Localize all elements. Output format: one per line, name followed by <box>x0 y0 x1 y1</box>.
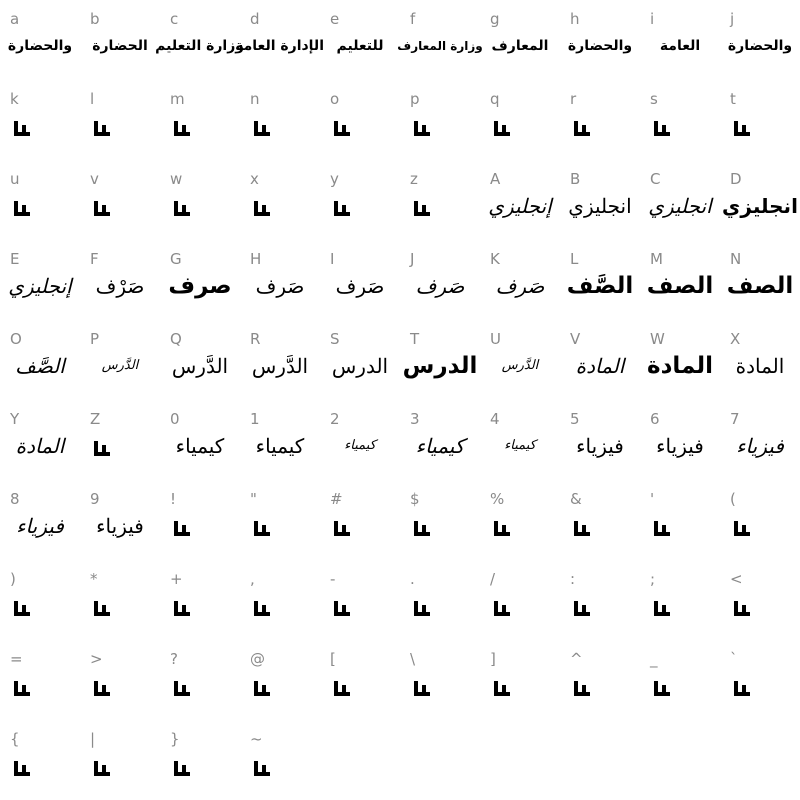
missing-glyph-icon <box>173 679 191 697</box>
glyph-key-label: p <box>410 90 420 108</box>
glyph-cell <box>240 240 320 320</box>
glyph-cell <box>480 560 560 640</box>
glyph-sample: انجليزي <box>568 194 632 218</box>
glyph-key-label: n <box>250 90 260 108</box>
missing-glyph-icon <box>573 119 591 137</box>
glyph-sample: صرف <box>168 273 232 299</box>
missing-glyph-icon <box>253 519 271 537</box>
glyph-sample: كيمياء <box>175 434 225 458</box>
missing-glyph-icon <box>653 679 671 697</box>
glyph-cell <box>560 320 640 400</box>
glyph-key-label: R <box>250 330 261 348</box>
glyph-cell <box>480 0 560 80</box>
glyph-key-label: r <box>570 90 577 108</box>
glyph-cell <box>80 720 160 800</box>
glyph-key-label: ) <box>10 570 16 588</box>
glyph-key-label: i <box>650 10 655 28</box>
missing-glyph-icon <box>653 519 671 537</box>
glyph-key-label: d <box>250 10 260 28</box>
glyph-key-label: . <box>410 570 415 588</box>
glyph-key-label: o <box>330 90 340 108</box>
glyph-key-label: H <box>250 250 262 268</box>
glyph-cell <box>0 160 80 240</box>
glyph-sample: كيمياء <box>344 438 376 453</box>
missing-glyph-icon <box>173 519 191 537</box>
glyph-cell <box>0 240 80 320</box>
glyph-key-label: = <box>10 650 23 668</box>
missing-glyph-icon <box>333 599 351 617</box>
glyph-cell <box>720 640 800 720</box>
glyph-cell <box>320 640 400 720</box>
glyph-key-label: [ <box>330 650 336 668</box>
glyph-cell <box>320 400 400 480</box>
glyph-sample: الصف <box>726 273 794 299</box>
glyph-cell <box>160 640 240 720</box>
glyph-cell <box>640 480 720 560</box>
glyph-cell <box>397 0 483 80</box>
glyph-cell <box>160 80 240 160</box>
glyph-cell <box>480 400 560 480</box>
missing-glyph-icon <box>93 119 111 137</box>
glyph-key-label: B <box>570 170 581 188</box>
glyph-key-label: e <box>330 10 340 28</box>
glyph-key-label: W <box>650 330 665 348</box>
glyph-key-label: P <box>90 330 100 348</box>
missing-glyph-icon <box>93 199 111 217</box>
glyph-key-label: 0 <box>170 410 180 428</box>
glyph-cell <box>400 480 480 560</box>
glyph-key-label: N <box>730 250 742 268</box>
glyph-cell <box>720 400 800 480</box>
glyph-cell <box>160 240 240 320</box>
glyph-key-label: u <box>10 170 20 188</box>
glyph-sample: الصَّف <box>566 273 634 299</box>
glyph-key-label: y <box>330 170 339 188</box>
glyph-key-label: c <box>170 10 179 28</box>
glyph-sample: المادة <box>735 354 785 378</box>
glyph-sample: المادة <box>15 434 65 458</box>
missing-glyph-icon <box>493 599 511 617</box>
glyph-cell <box>240 720 320 800</box>
glyph-key-label: x <box>250 170 259 188</box>
glyph-sample: كيمياء <box>415 434 465 458</box>
glyph-sample: وزارة المعارف <box>397 39 483 53</box>
glyph-cell <box>480 160 560 240</box>
glyph-key-label: T <box>410 330 420 348</box>
glyph-cell <box>640 160 720 240</box>
glyph-cell <box>320 560 400 640</box>
glyph-cell <box>560 560 640 640</box>
missing-glyph-icon <box>413 679 431 697</box>
glyph-cell <box>320 480 400 560</box>
glyph-key-label: A <box>490 170 501 188</box>
glyph-key-label: S <box>330 330 340 348</box>
glyph-key-label: E <box>10 250 20 268</box>
glyph-cell <box>400 400 480 480</box>
glyph-key-label: { <box>10 730 20 748</box>
glyph-key-label: k <box>10 90 19 108</box>
glyph-cell <box>720 0 800 80</box>
missing-glyph-icon <box>253 199 271 217</box>
missing-glyph-icon <box>253 679 271 697</box>
glyph-key-label: V <box>570 330 581 348</box>
missing-glyph-icon <box>413 519 431 537</box>
glyph-sample: الصف <box>646 273 714 299</box>
glyph-cell <box>320 320 400 400</box>
glyph-cell <box>0 0 80 80</box>
glyph-key-label: 7 <box>730 410 740 428</box>
glyph-sample: الصَّف <box>15 354 65 378</box>
glyph-key-label: l <box>90 90 95 108</box>
glyph-key-label: w <box>170 170 183 188</box>
missing-glyph-icon <box>93 679 111 697</box>
glyph-key-label: / <box>490 570 496 588</box>
missing-glyph-icon <box>253 759 271 777</box>
glyph-cell <box>560 160 640 240</box>
glyph-cell <box>80 80 160 160</box>
glyph-key-label: J <box>410 250 415 268</box>
missing-glyph-icon <box>653 119 671 137</box>
glyph-key-label: % <box>490 490 505 508</box>
glyph-sample: كيمياء <box>255 434 305 458</box>
glyph-cell <box>560 0 640 80</box>
glyph-cell <box>80 240 160 320</box>
glyph-sample: المعارف <box>491 38 549 54</box>
glyph-cell <box>400 640 480 720</box>
glyph-cell <box>560 400 640 480</box>
glyph-sample: الدرس <box>402 353 478 379</box>
glyph-cell <box>240 400 320 480</box>
glyph-key-label: + <box>170 570 183 588</box>
glyph-cell <box>480 480 560 560</box>
glyph-cell <box>640 400 720 480</box>
missing-glyph-icon <box>573 519 591 537</box>
glyph-cell <box>240 480 320 560</box>
glyph-cell <box>80 480 160 560</box>
missing-glyph-icon <box>253 599 271 617</box>
glyph-cell <box>80 560 160 640</box>
glyph-key-label: < <box>730 570 743 588</box>
missing-glyph-icon <box>13 599 31 617</box>
glyph-sample: كيمياء <box>504 438 536 453</box>
glyph-cell <box>160 400 240 480</box>
glyph-key-label: Z <box>90 410 101 428</box>
glyph-sample: فيزياء <box>16 514 64 538</box>
glyph-cell <box>640 0 720 80</box>
glyph-cell <box>240 80 320 160</box>
glyph-sample: للتعليم <box>336 38 384 54</box>
missing-glyph-icon <box>733 519 751 537</box>
glyph-sample: والحضارة <box>727 38 793 54</box>
glyph-sample: صَرف <box>415 274 465 298</box>
glyph-key-label: X <box>730 330 741 348</box>
glyph-key-label: s <box>650 90 658 108</box>
glyph-cell <box>160 160 240 240</box>
glyph-sample: صَرف <box>335 274 385 298</box>
glyph-key-label: ] <box>490 650 496 668</box>
missing-glyph-icon <box>733 599 751 617</box>
glyph-sample: فيزياء <box>656 434 704 458</box>
glyph-cell <box>480 320 560 400</box>
glyph-cell <box>0 560 80 640</box>
glyph-cell <box>0 720 80 800</box>
glyph-key-label: q <box>490 90 500 108</box>
glyph-key-label: U <box>490 330 501 348</box>
missing-glyph-icon <box>573 679 591 697</box>
glyph-sample: انجليزي <box>648 194 712 218</box>
glyph-key-label: ' <box>650 490 655 508</box>
glyph-key-label: O <box>10 330 22 348</box>
glyph-cell <box>640 80 720 160</box>
glyph-sample: فيزياء <box>576 434 624 458</box>
glyph-sample: المادة <box>575 354 625 378</box>
glyph-key-label: " <box>250 490 257 508</box>
glyph-sample: إنجليزي <box>488 194 552 218</box>
glyph-key-label: : <box>570 570 576 588</box>
glyph-cell <box>400 560 480 640</box>
missing-glyph-icon <box>93 439 111 457</box>
glyph-cell <box>80 0 160 80</box>
glyph-sample: الحضارة <box>92 38 148 54</box>
glyph-key-label: 9 <box>90 490 100 508</box>
glyph-key-label: 8 <box>10 490 20 508</box>
missing-glyph-icon <box>413 599 431 617</box>
missing-glyph-icon <box>733 679 751 697</box>
glyph-cell <box>720 560 800 640</box>
glyph-cell <box>320 240 400 320</box>
glyph-sample: العامة <box>659 38 701 54</box>
glyph-key-label: , <box>250 570 255 588</box>
glyph-key-label: ; <box>650 570 656 588</box>
glyph-key-label: ^ <box>570 650 583 668</box>
glyph-cell <box>320 0 400 80</box>
missing-glyph-icon <box>333 679 351 697</box>
glyph-cell <box>235 0 324 80</box>
missing-glyph-icon <box>653 599 671 617</box>
glyph-cell <box>640 640 720 720</box>
glyph-cell <box>400 80 480 160</box>
glyph-key-label: ~ <box>250 730 263 748</box>
glyph-cell <box>240 160 320 240</box>
glyph-cell <box>155 0 244 80</box>
glyph-sample: الدَّرس <box>501 358 539 373</box>
glyph-key-label: 6 <box>650 410 660 428</box>
glyph-key-label: L <box>570 250 579 268</box>
glyph-cell <box>560 480 640 560</box>
glyph-cell <box>720 240 800 320</box>
glyph-key-label: ` <box>730 650 738 668</box>
glyph-cell <box>560 640 640 720</box>
glyph-cell <box>0 320 80 400</box>
glyph-cell <box>160 320 240 400</box>
glyph-key-label: g <box>490 10 500 28</box>
missing-glyph-icon <box>733 119 751 137</box>
glyph-sample: انجليزي <box>722 194 798 218</box>
glyph-key-label: z <box>410 170 418 188</box>
glyph-cell <box>640 240 720 320</box>
glyph-key-label: M <box>650 250 663 268</box>
glyph-sample: الدرس <box>331 354 389 378</box>
glyph-key-label: C <box>650 170 661 188</box>
glyph-key-label: a <box>10 10 20 28</box>
glyph-cell <box>400 160 480 240</box>
glyph-sample: فيزياء <box>96 514 144 538</box>
glyph-key-label: 2 <box>330 410 340 428</box>
glyph-key-label: ? <box>170 650 178 668</box>
glyph-key-label: 5 <box>570 410 580 428</box>
glyph-cell <box>720 80 800 160</box>
glyph-sample: صَرْف <box>95 274 145 298</box>
glyph-key-label: | <box>90 730 96 748</box>
missing-glyph-icon <box>13 679 31 697</box>
glyph-cell <box>240 640 320 720</box>
glyph-key-label: j <box>730 10 735 28</box>
glyph-key-label: & <box>570 490 582 508</box>
glyph-key-label: > <box>90 650 103 668</box>
glyph-sample: المادة <box>647 353 713 379</box>
glyph-sample: فيزياء <box>736 434 784 458</box>
glyph-cell <box>80 320 160 400</box>
glyph-key-label: * <box>90 570 98 588</box>
glyph-key-label: I <box>330 250 335 268</box>
glyph-cell <box>0 480 80 560</box>
glyph-cell <box>160 720 240 800</box>
glyph-cell <box>720 320 800 400</box>
glyph-key-label: ! <box>170 490 177 508</box>
glyph-cell <box>400 240 480 320</box>
missing-glyph-icon <box>333 199 351 217</box>
glyph-cell <box>160 560 240 640</box>
glyph-key-label: Q <box>170 330 182 348</box>
missing-glyph-icon <box>173 599 191 617</box>
glyph-cell <box>400 320 480 400</box>
missing-glyph-icon <box>253 119 271 137</box>
glyph-key-label: # <box>330 490 343 508</box>
glyph-sample: إنجليزي <box>8 274 72 298</box>
glyph-cell <box>640 320 720 400</box>
glyph-key-label: m <box>170 90 185 108</box>
glyph-cell <box>0 80 80 160</box>
missing-glyph-icon <box>173 119 191 137</box>
missing-glyph-icon <box>333 119 351 137</box>
glyph-key-label: Y <box>10 410 20 428</box>
glyph-key-label: - <box>330 570 336 588</box>
glyph-sample: الدَّرس <box>251 354 309 378</box>
missing-glyph-icon <box>573 599 591 617</box>
glyph-cell <box>640 560 720 640</box>
missing-glyph-icon <box>13 199 31 217</box>
glyph-key-label: 3 <box>410 410 420 428</box>
glyph-key-label: 4 <box>490 410 500 428</box>
missing-glyph-icon <box>493 679 511 697</box>
glyph-sample: صَرف <box>255 274 305 298</box>
missing-glyph-icon <box>333 519 351 537</box>
glyph-sample: صَرف <box>495 274 545 298</box>
missing-glyph-icon <box>413 199 431 217</box>
glyph-key-label: D <box>730 170 742 188</box>
glyph-key-label: h <box>570 10 580 28</box>
glyph-sample: والحضارة <box>567 38 633 54</box>
glyph-cell <box>240 560 320 640</box>
missing-glyph-icon <box>13 119 31 137</box>
glyph-key-label: t <box>730 90 736 108</box>
glyph-sample: الدَّرس <box>101 358 139 373</box>
glyph-cell <box>240 320 320 400</box>
glyph-key-label: f <box>410 10 416 28</box>
glyph-cell <box>560 80 640 160</box>
missing-glyph-icon <box>93 599 111 617</box>
glyph-key-label: 1 <box>250 410 260 428</box>
glyph-key-label: v <box>90 170 99 188</box>
glyph-key-label: G <box>170 250 182 268</box>
glyph-sample: والحضارة <box>7 38 73 54</box>
missing-glyph-icon <box>493 119 511 137</box>
glyph-key-label: ( <box>730 490 736 508</box>
glyph-cell <box>80 160 160 240</box>
glyph-cell <box>480 240 560 320</box>
missing-glyph-icon <box>13 759 31 777</box>
glyph-key-label: \ <box>410 650 416 668</box>
missing-glyph-icon <box>493 519 511 537</box>
glyph-cell <box>80 640 160 720</box>
glyph-cell <box>80 400 160 480</box>
missing-glyph-icon <box>173 759 191 777</box>
missing-glyph-icon <box>173 199 191 217</box>
glyph-sample: الإدارة العامة <box>235 38 324 54</box>
glyph-key-label: _ <box>650 650 658 668</box>
glyph-key-label: $ <box>410 490 420 508</box>
glyph-key-label: } <box>170 730 180 748</box>
glyph-sample: وزارة التعليم <box>155 38 244 54</box>
glyph-cell <box>320 160 400 240</box>
glyph-cell <box>720 480 800 560</box>
glyph-key-label: b <box>90 10 100 28</box>
missing-glyph-icon <box>413 119 431 137</box>
glyph-cell <box>320 80 400 160</box>
glyph-cell <box>480 640 560 720</box>
glyph-cell <box>0 400 80 480</box>
glyph-sample: الدَّرس <box>171 354 229 378</box>
glyph-cell <box>720 160 800 240</box>
glyph-cell <box>480 80 560 160</box>
glyph-key-label: K <box>490 250 500 268</box>
missing-glyph-icon <box>93 759 111 777</box>
glyph-key-label: F <box>90 250 99 268</box>
glyph-cell <box>560 240 640 320</box>
glyph-cell <box>160 480 240 560</box>
glyph-cell <box>0 640 80 720</box>
glyph-key-label: @ <box>250 650 265 668</box>
